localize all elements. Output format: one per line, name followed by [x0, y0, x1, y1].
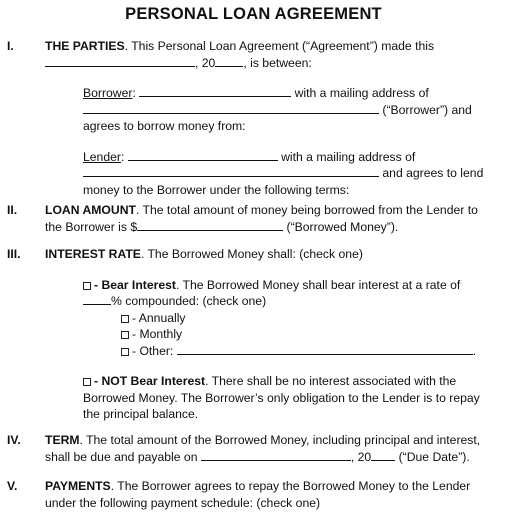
- section-number: IV.: [7, 433, 21, 447]
- lender-tail-text: money to the Borrower under the following terms:: [83, 182, 350, 197]
- section-number: III.: [7, 247, 21, 261]
- section-body: [45, 202, 501, 235]
- borrower-mailing-text: with a mailing address of: [294, 86, 429, 100]
- date-separator: , 20: [195, 55, 216, 70]
- payments-text: . The Borrower agrees to repay the Borrowed Money to the Lender: [110, 479, 471, 493]
- section-heading: INTEREST RATE: [45, 247, 141, 261]
- loan-amount-field[interactable]: [137, 219, 283, 231]
- agreement-year-field[interactable]: [215, 55, 243, 67]
- section-heading: THE PARTIES: [45, 39, 125, 53]
- section-number: I.: [7, 39, 14, 53]
- due-date-field[interactable]: [201, 449, 351, 461]
- lender-agrees-text: and agrees to lend: [382, 166, 484, 180]
- lender-address-field[interactable]: [83, 165, 379, 177]
- borrower-colon: :: [132, 86, 136, 100]
- due-date-quote: (“Due Date”).: [398, 449, 470, 464]
- not-bear-interest-text: . There shall be no interest associated with the: [205, 374, 457, 388]
- section-number: II.: [7, 203, 18, 217]
- borrower-quote: (“Borrower”) and: [382, 102, 472, 117]
- section-body: [45, 478, 501, 511]
- not-bear-interest-text-3: the principal balance.: [83, 407, 199, 421]
- payments-text-2: under the following payment schedule: (check one): [45, 495, 321, 510]
- due-year-field[interactable]: [371, 449, 395, 461]
- bear-interest-label: - Bear Interest: [94, 277, 176, 292]
- other-label: - Other:: [132, 343, 174, 358]
- lender-mailing-text: with a mailing address of: [281, 149, 416, 164]
- term-text: . The total amount of the Borrowed Money, including principal and interest,: [79, 433, 481, 447]
- lender-label: Lender: [83, 149, 121, 164]
- other-checkbox[interactable]: [121, 348, 129, 356]
- borrower-label: Borrower: [83, 86, 133, 100]
- loan-amount-text: . The total amount of money being borrowed from the Lender to: [135, 203, 478, 217]
- borrowed-money-quote: (“Borrowed Money”).: [286, 219, 399, 234]
- monthly-label: - Monthly: [132, 327, 183, 341]
- lender-colon: :: [120, 149, 125, 164]
- annually-label: - Annually: [132, 310, 186, 325]
- other-frequency-field[interactable]: [177, 343, 473, 355]
- not-bear-interest-label: - NOT Bear Interest: [94, 374, 206, 388]
- not-bear-interest-checkbox[interactable]: [83, 378, 91, 386]
- interest-rate-field[interactable]: [83, 293, 111, 305]
- section-heading: PAYMENTS: [45, 479, 111, 493]
- compound-text: % compounded: (check one): [111, 294, 267, 308]
- section-heading: LOAN AMOUNT: [45, 203, 136, 217]
- parties-intro-end: , is between:: [243, 55, 312, 70]
- document-title: PERSONAL LOAN AGREEMENT: [125, 5, 382, 23]
- parties-intro: . This Personal Loan Agreement (“Agreement”) made this: [124, 39, 435, 53]
- annually-checkbox[interactable]: [121, 315, 129, 323]
- agreement-day-field[interactable]: [45, 55, 195, 67]
- section-number: V.: [7, 479, 18, 493]
- loan-amount-label: the Borrower is $: [45, 219, 138, 234]
- section-body: [45, 38, 501, 198]
- interest-rate-text: . The Borrowed Money shall: (check one): [140, 247, 363, 261]
- lender-name-field[interactable]: [128, 149, 278, 161]
- agrees-borrow-text: agrees to borrow money from:: [83, 119, 246, 133]
- section-heading: TERM: [45, 433, 80, 447]
- section-body: [45, 432, 501, 465]
- bear-interest-checkbox[interactable]: [83, 282, 91, 290]
- bear-interest-text: . The Borrowed Money shall bear interest at a rate of: [175, 277, 461, 292]
- section-body: [45, 246, 501, 423]
- due-label: shall be due and payable on: [45, 449, 198, 464]
- due-year-separator: , 20: [350, 449, 372, 464]
- not-bear-interest-text-2: Borrowed Money. The Borrower’s only obligation to the Lender is to repay: [83, 390, 480, 405]
- monthly-checkbox[interactable]: [121, 331, 129, 339]
- borrower-name-field[interactable]: [139, 85, 291, 97]
- other-end: .: [472, 343, 477, 358]
- borrower-address-field[interactable]: [83, 102, 379, 114]
